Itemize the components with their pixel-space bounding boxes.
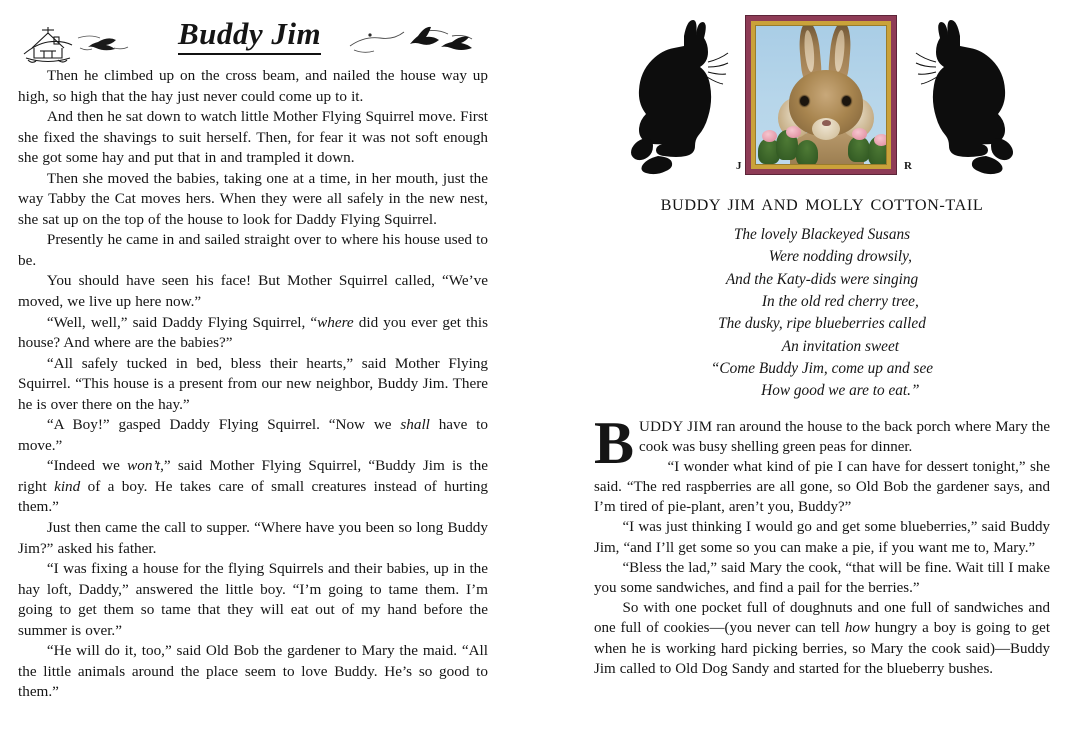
rabbit-portrait: [755, 25, 887, 165]
paragraph: “He will do it, too,” said Old Bob the gardener to Mary the maid. “All the little animals around the place seem to love Buddy. He’s so good to them.”: [18, 642, 488, 701]
text-fragment: So with one pocket full of doughnuts and one full of sandwiches and one full of cookies—(you never can tell: [594, 600, 1050, 637]
paragraph: “I wonder what kind of pie I can have for dessert tonight,” she said. “The red raspberries are all gone, so Old Bob the gardener says, and I’m tired of pie-plant, aren’t you, Buddy?”: [594, 458, 1050, 516]
paragraph: You should have seen his face! But Mother Squirrel called, “We’ve moved, we live up here now.”: [18, 272, 488, 311]
text-fragment: “Well, well,” said Daddy Flying Squirrel, “: [46, 313, 318, 331]
house-with-bird-icon: [18, 18, 138, 69]
poem-line: An invitation sweet: [781, 337, 899, 355]
emphasis-how: how: [844, 620, 870, 637]
text-fragment: of a boy. He takes care of small creatures instead of hurting them.”: [18, 477, 488, 516]
artist-signature-right: R: [904, 160, 912, 172]
right-text-column: [594, 10, 1050, 679]
illustration-caption: BUDDY JIM AND MOLLY COTTON-TAIL: [660, 196, 984, 214]
paragraph-a-boy: [18, 415, 488, 456]
poem-line: How good we are to eat.”: [761, 382, 920, 400]
poem-line: And the Katy-dids were singing: [725, 270, 919, 288]
paragraph: “I was just thinking I would go and get some blueberries,” said Buddy Jim, “and I’ll get some so you can make a pie, if you want me to, Mary.”: [594, 519, 1050, 556]
paragraph-indeed: [18, 456, 488, 518]
poem: [594, 224, 1050, 403]
rabbit-silhouette-right-icon: [912, 18, 1022, 183]
small-caps-opening: UDDY JIM: [639, 418, 713, 435]
paragraph-well-well: [18, 313, 488, 354]
poem-line: The dusky, ripe blueberries called: [718, 315, 926, 333]
paragraph-opening: [594, 409, 1051, 476]
text-fragment: ran around the house to the back porch where Mary the cook was busy shelling green peas for dinner.: [639, 418, 1051, 455]
paragraph: “Bless the lad,” said Mary the cook, “that will be fine. Wait till I make you some sandwiches, and find a pail for the berries.”: [594, 559, 1050, 596]
clover-flowers: [756, 122, 886, 164]
emphasis-kind: kind: [54, 477, 81, 495]
poem-line: The lovely Blackeyed Susans: [733, 226, 911, 243]
emphasis-where: where: [317, 313, 354, 331]
rabbit-eye-left: [800, 96, 809, 106]
rabbit-silhouette-left-icon: [622, 18, 732, 183]
paragraph-final: [594, 598, 1050, 679]
picture-frame: [746, 16, 896, 174]
artist-signature-left: J: [736, 160, 742, 172]
paragraph: Presently he came in and sailed straight over to where his house used to be.: [18, 231, 488, 269]
emphasis-shall: shall: [400, 416, 430, 434]
poem-line: In the old red cherry tree,: [761, 292, 919, 310]
poem-line: Were nodding drowsily,: [768, 248, 912, 266]
paragraph: Just then came the call to supper. “Where have you been so long Buddy Jim?” asked his father.: [18, 519, 488, 557]
emphasis-wont: won’t: [127, 457, 161, 475]
left-text-column: [18, 10, 488, 703]
flying-birds-icon: [348, 18, 493, 69]
poem-line: “Come Buddy Jim, come up and see: [710, 359, 934, 377]
text-fragment: hungry a boy is going to get when he is working hard picking berries, so Mary the cook said)—Buddy Jim called to Old Dog Sandy and started for the blueberry bushes.: [594, 620, 1050, 677]
text-fragment: ,” said Mother Flying Squirrel, “Buddy Jim is the right: [18, 457, 488, 495]
masthead: [18, 10, 488, 66]
paragraph: “All safely tucked in bed, bless their hearts,” said Mother Flying Squirrel. “This house is a present from our new neighbor, Buddy Jim. There he is over there on the hay.”: [18, 354, 488, 413]
text-fragment: have to move.”: [18, 416, 488, 454]
paragraph: Then she moved the babies, taking one at a time, in her mouth, just the way Tabby the Cat moves hers. When they were all safely in the new nest, she sat up on the top of the house to look for Daddy Flying Squirrel.: [18, 169, 488, 228]
paragraph: “I was fixing a house for the flying Squirrels and their babies, up in the hay loft, Daddy,” answered the little boy. “I’m going to tame them. I’m going to get them so tame that they will eat out of my hand before the summer is over.”: [18, 560, 488, 639]
illustration-plate: [594, 10, 1050, 192]
text-fragment: did you ever get this house? And where are the babies?”: [18, 313, 489, 352]
paragraph: Then he climbed up on the cross beam, and nailed the house way up high, so high that the hay just never could come up to it.: [18, 67, 488, 105]
drop-cap: B: [594, 409, 635, 476]
text-fragment: “A Boy!” gasped Daddy Flying Squirrel. “Now we: [46, 416, 401, 434]
page-title: Buddy Jim: [178, 16, 321, 55]
paragraph: And then he sat down to watch little Mother Flying Squirrel move. First she fixed the shavings to suit herself. Then, for fear it was not soft enough she got some hay and put that in and trampled it down.: [18, 108, 488, 167]
text-fragment: “Indeed we: [46, 457, 128, 475]
rabbit-eye-right: [842, 96, 851, 106]
